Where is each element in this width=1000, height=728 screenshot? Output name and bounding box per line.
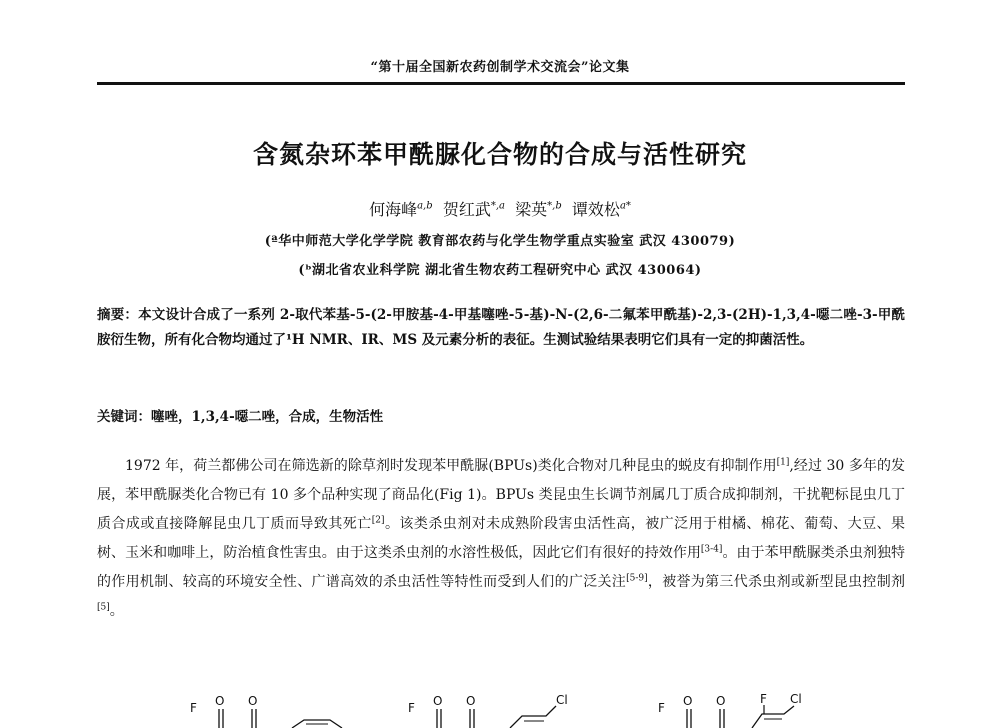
abstract <box>97 303 905 353</box>
atom-label-o: O <box>466 694 476 708</box>
affiliation-b: (ᵇ湖北省农业科学院 湖北省生物农药工程研究中心 武汉 430064) <box>298 263 702 278</box>
keywords-text: 噻唑，1,3,4-噁二唑，合成，生物活性 <box>151 409 384 425</box>
citation-ref[interactable]: [5-9] <box>626 573 648 584</box>
author-name: 谭效松 <box>571 200 620 219</box>
body-sentence: ，被誉为第三代杀虫剂或新型昆虫控制剂 <box>647 574 906 590</box>
atom-label-f: F <box>658 701 665 715</box>
author-name: 何海峰 <box>369 200 418 219</box>
body-paragraph <box>97 452 905 626</box>
keywords-label: 关键词： <box>97 409 151 425</box>
body-sentence: 。由于苯甲酰脲类杀虫剂独特的作用机制、较高的环境安全性、广谱高效的杀虫活性等特性而受到人们的广泛关注 <box>97 545 905 590</box>
structure-3 <box>658 692 802 728</box>
atom-label-f: F <box>408 701 415 715</box>
author-affil-mark: *,b <box>547 200 562 212</box>
atom-label-cl: Cl <box>790 692 802 706</box>
structure-2 <box>408 693 568 728</box>
citation-ref[interactable]: [2] <box>371 515 385 526</box>
citation-ref[interactable]: [5] <box>97 602 110 613</box>
atom-label-o: O <box>248 694 258 708</box>
author-list <box>0 197 1000 220</box>
author-name: 贺红武 <box>442 200 491 219</box>
author-name: 梁英 <box>515 200 548 219</box>
body-sentence: ,经过 30 多年的发展，苯甲酰脲类化合物已有 10 多个品种实现了商品化(Fig 1)。BPUs 类昆虫生长调节剂属几丁质合成抑制剂，干扰靶标昆虫几丁质合成或直接降解昆虫几丁质而导致其死亡 <box>97 458 905 532</box>
atom-label-o: O <box>716 694 726 708</box>
running-header: “第十届全国新农药创制学术交流会”论文集 <box>370 60 630 75</box>
atom-label-o: O <box>433 694 443 708</box>
atom-label-f: F <box>190 701 197 715</box>
keywords <box>97 405 905 425</box>
body-sentence: 。该类杀虫剂对未成熟阶段害虫活性高，被广泛用于柑橘、棉花、葡萄、大豆、果树、玉米和咖啡上，防治植食性害虫。由于这类杀虫剂的水溶性极低，因此它们有很好的持效作用 <box>97 516 906 561</box>
atom-label-o: O <box>683 694 693 708</box>
structure-1 <box>190 694 342 728</box>
abstract-label: 摘要： <box>97 307 139 323</box>
citation-ref[interactable]: [3-4] <box>700 544 723 555</box>
paper-title: 含氮杂环苯甲酰脲化合物的合成与活性研究 <box>252 140 747 169</box>
body-sentence: 。 <box>109 603 124 619</box>
atom-label-f: F <box>760 692 767 706</box>
header-rule <box>97 82 905 85</box>
author-affil-mark: a,b <box>417 200 433 212</box>
structure-figure-partial <box>0 692 1000 728</box>
body-sentence: 1972 年，荷兰都佛公司在筛选新的除草剂时发现苯甲酰脲(BPUs)类化合物对几种昆虫的蜕皮有抑制作用 <box>125 458 777 474</box>
atom-label-o: O <box>215 694 225 708</box>
ring-bond <box>752 706 794 728</box>
affiliation-a: (ª华中师范大学化学学院 教育部农药与化学生物学重点实验室 武汉 430079) <box>264 234 736 249</box>
author-affil-mark: a* <box>619 200 631 212</box>
abstract-text: 本文设计合成了一系列 2-取代苯基-5-(2-甲胺基-4-甲基噻唑-5-基)-N-(2,6-二氟苯甲酰基)-2,3-(2H)-1,3,4-噁二唑-3-甲酰胺衍生物，所有化合物均通过了¹H NMR、IR、MS 及元素分析的表征。生测试验结果表明它们具有一定的抑菌活性。 <box>97 307 906 348</box>
atom-label-cl: Cl <box>556 693 568 707</box>
citation-ref[interactable]: [1] <box>776 457 790 468</box>
ring-bond <box>510 706 556 728</box>
author-affil-mark: *,a <box>490 200 505 212</box>
